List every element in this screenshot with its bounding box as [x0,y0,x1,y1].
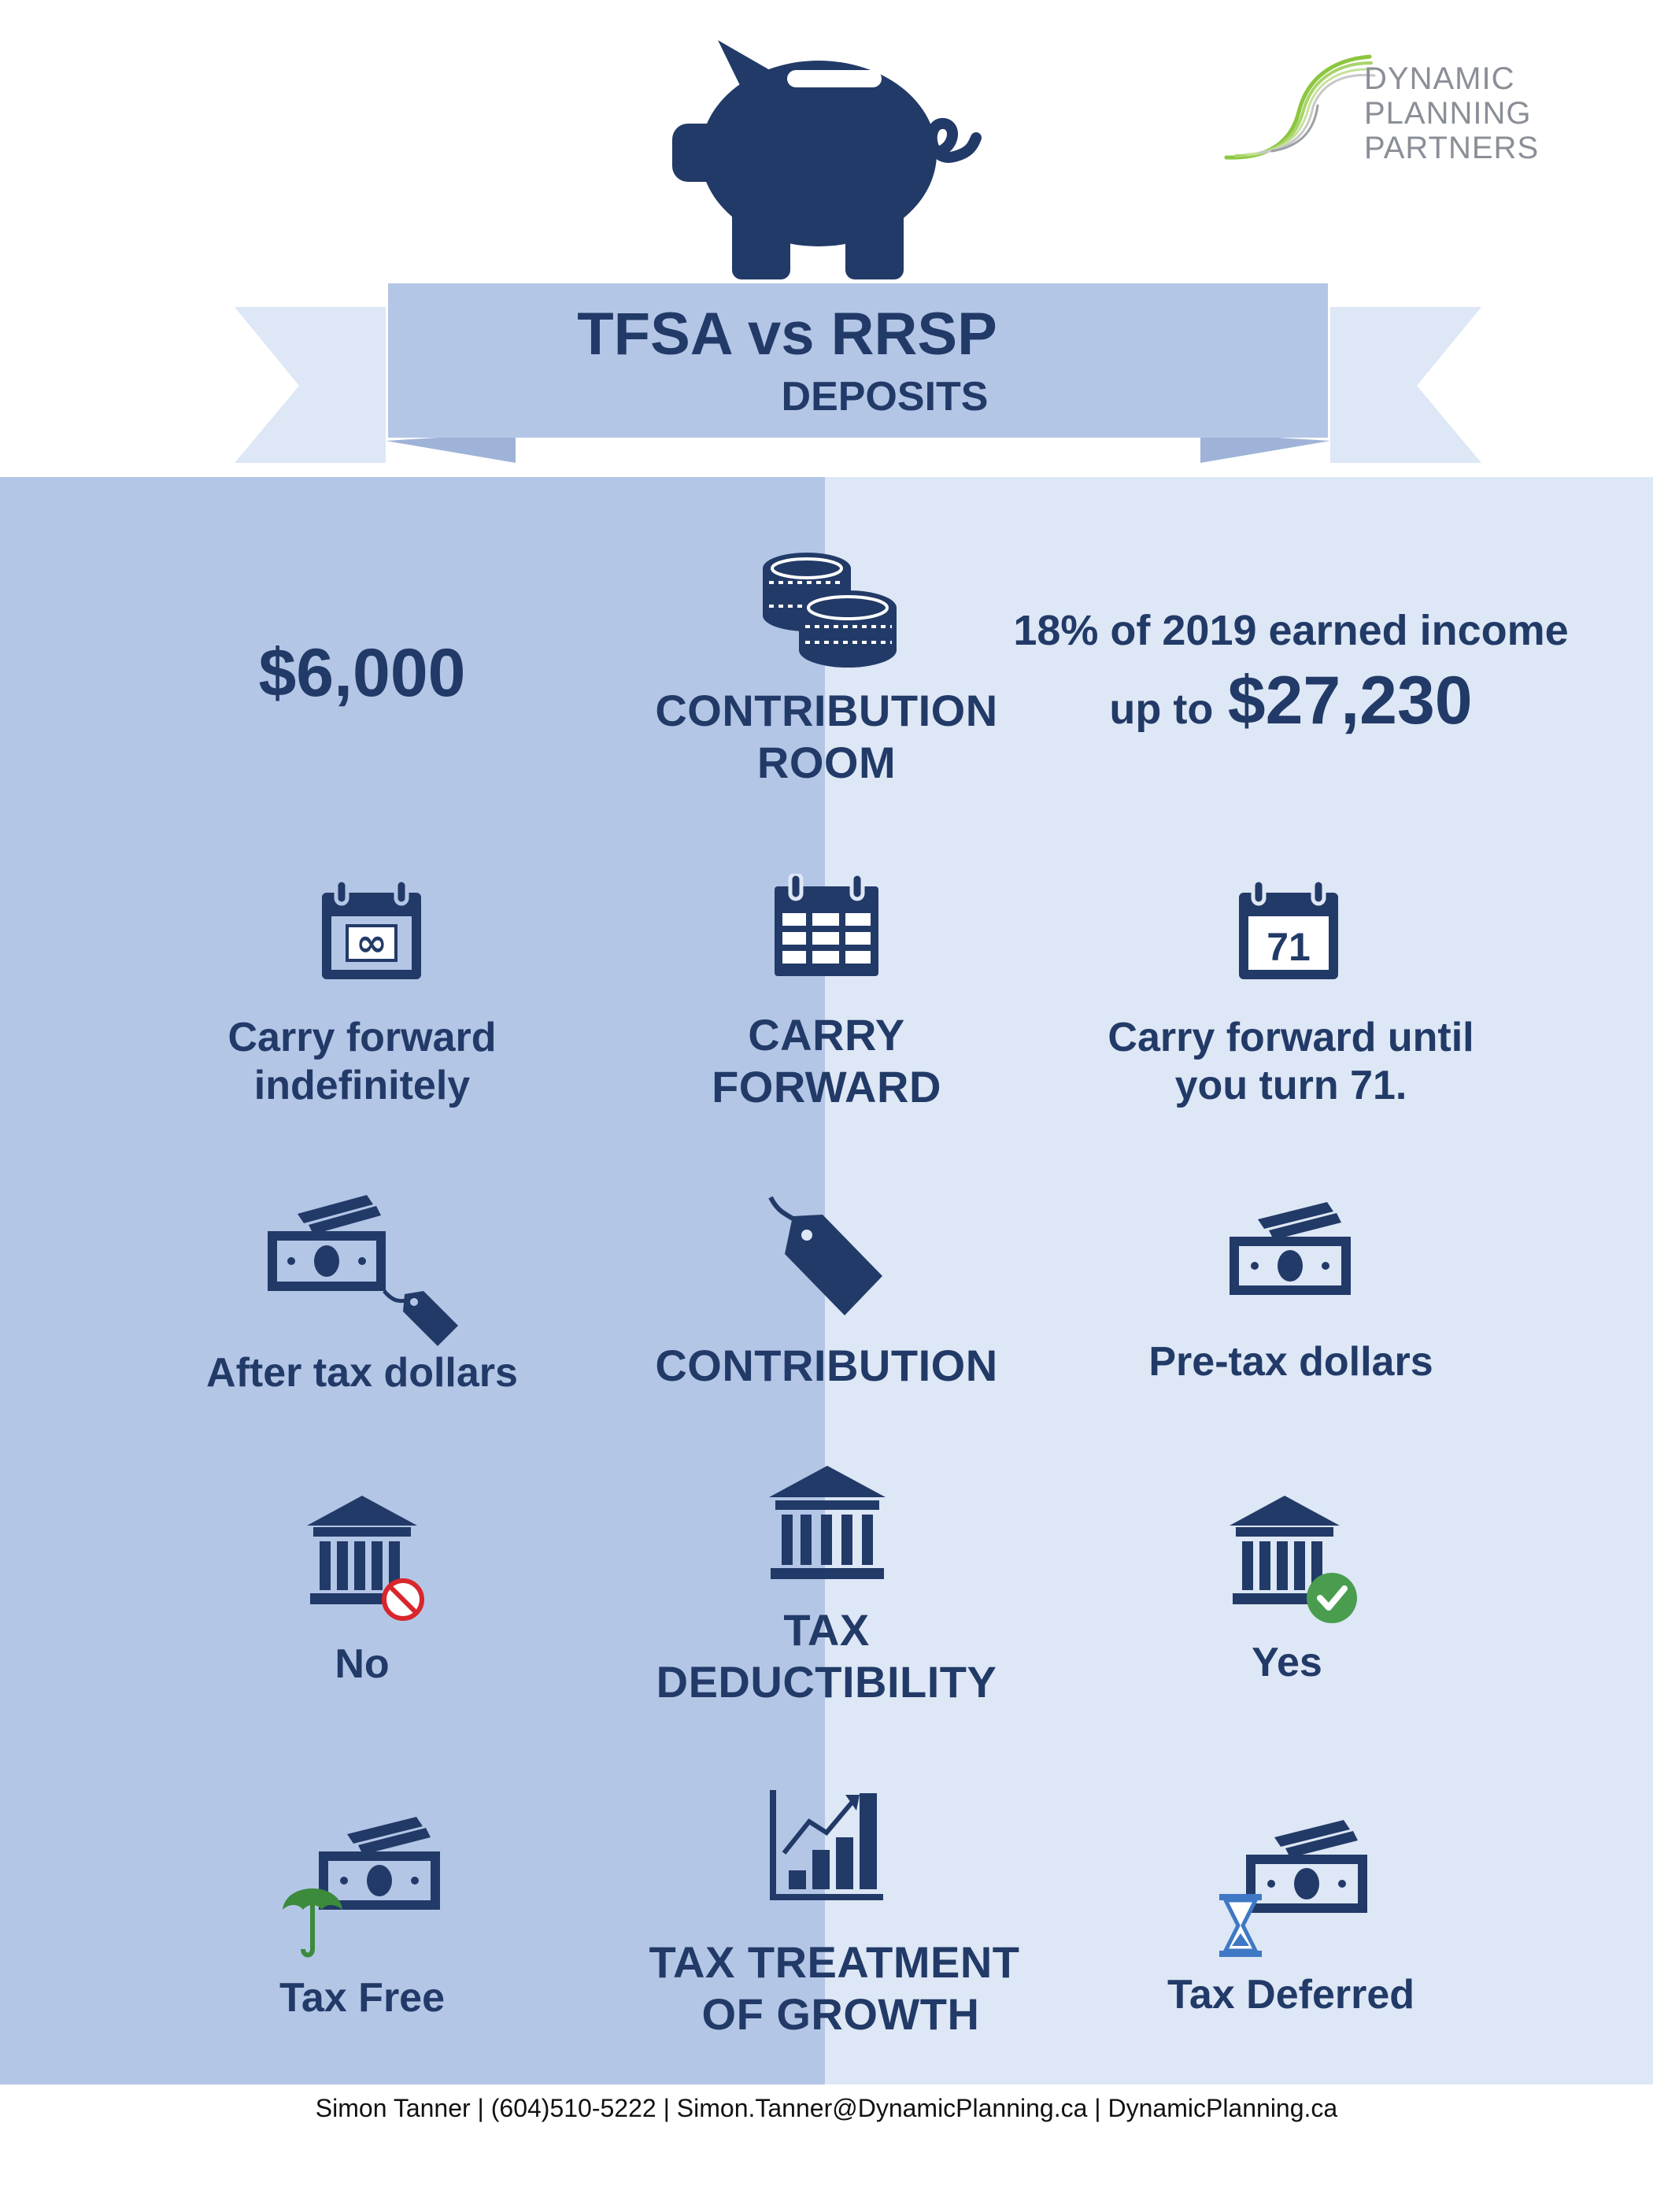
tfsa-tax-treatment: Tax Free [279,1975,446,2021]
logo-line-1: DYNAMIC [1364,61,1515,96]
cash-hourglass-icon [1216,1820,1374,1959]
tfsa-contribution-room-value: $6,000 [258,635,466,711]
growth-chart-icon [770,1787,885,1902]
tfsa-carry-forward-line2: indefinitely [253,1063,471,1109]
price-tag-icon [767,1193,886,1319]
coins-stack-icon [760,551,901,669]
calendar-grid-icon [771,874,882,979]
tfsa-tax-deductibility: No [335,1641,390,1687]
footer-contact: Simon Tanner | (604)510-5222 | Simon.Tanner@DynamicPlanning.ca | DynamicPlanning.ca [315,2094,1338,2122]
page-title: TFSA vs RRSP [577,301,997,368]
label-contribution-room [606,685,1047,789]
logo-line-3: PARTNERS [1364,131,1540,165]
cash-umbrella-icon [279,1817,453,1959]
cash-with-tag-icon [266,1190,463,1348]
label-contribution: CONTRIBUTION [655,1341,998,1390]
bank-icon [767,1466,887,1581]
bank-forbidden-icon [307,1496,433,1622]
tfsa-carry-forward-line1: Carry forward [227,1015,497,1060]
label-tax-deductibility-line1: TAX [783,1605,870,1655]
calendar-infinity-icon [319,880,424,982]
bank-check-icon [1230,1496,1363,1625]
rrsp-max-amount: $27,230 [1227,663,1473,738]
rrsp-contribution-room-line2 [1015,661,1566,741]
cash-icon [1228,1202,1354,1296]
rrsp-carry-forward-line2: you turn 71. [1174,1063,1407,1109]
tfsa-contribution: After tax dollars [206,1350,518,1396]
rrsp-tax-deductibility: Yes [1252,1640,1322,1685]
rrsp-up-to: up to [1109,686,1214,733]
piggy-bank-icon [661,35,1008,287]
calendar-71-icon [1236,880,1341,982]
page-subtitle: DEPOSITS [781,374,989,420]
dynamic-planning-logo-icon [1220,49,1378,167]
label-tax-treatment-line2: OF GROWTH [701,1989,980,2040]
rrsp-carry-forward-line1: Carry forward until [1108,1015,1474,1060]
rrsp-contribution-room-line1: 18% of 2019 earned income [1013,607,1569,654]
logo-text [1364,61,1539,165]
label-carry-forward [606,1009,1047,1113]
label-tax-treatment [598,1936,1071,2040]
calendar-infinity-symbol: ∞ [356,921,387,965]
label-tax-deductibility-line2: DEDUCTIBILITY [656,1657,997,1707]
label-contribution-room-line2: ROOM [756,738,897,788]
logo-line-2: PLANNING [1364,96,1532,131]
rrsp-contribution: Pre-tax dollars [1148,1339,1433,1385]
rrsp-carry-forward [1047,1014,1535,1111]
label-tax-treatment-line1: TAX TREATMENT [649,1937,1020,1987]
label-carry-forward-line1: CARRY [748,1010,905,1060]
rrsp-tax-treatment: Tax Deferred [1167,1972,1415,2018]
label-carry-forward-line2: FORWARD [712,1062,941,1112]
calendar-71-number: 71 [1267,925,1311,969]
label-tax-deductibility [606,1604,1047,1708]
tfsa-carry-forward [142,1014,582,1111]
label-contribution-room-line1: CONTRIBUTION [655,686,998,735]
